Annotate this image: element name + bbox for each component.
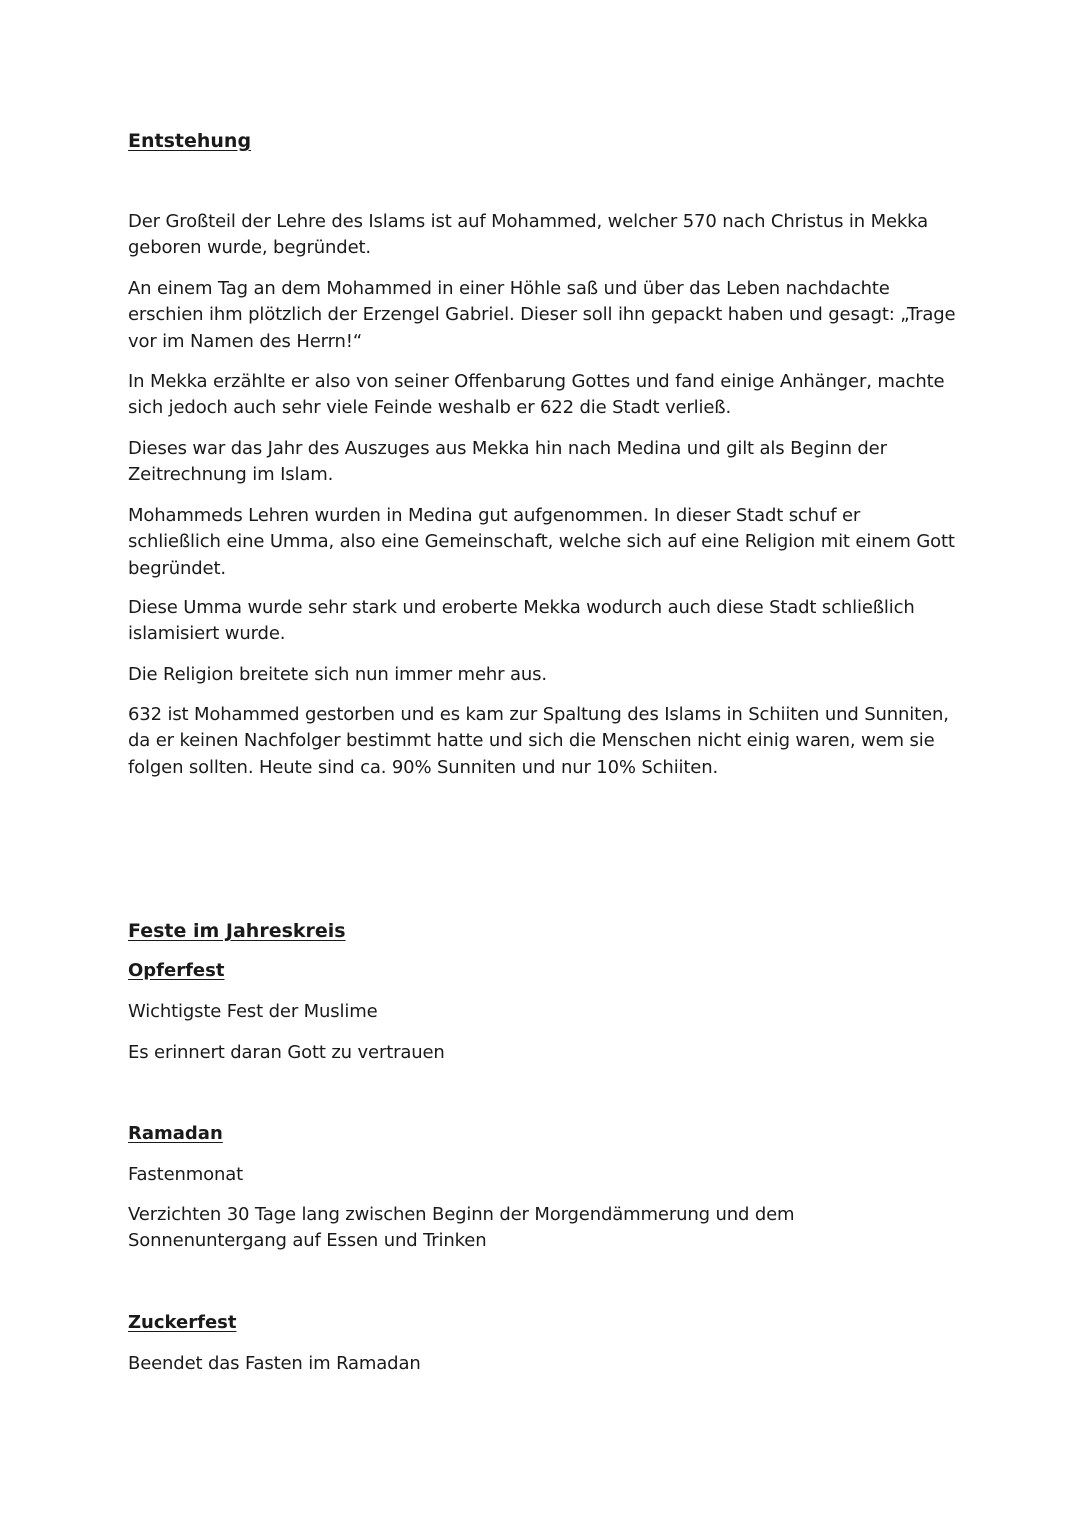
paragraph-2: An einem Tag an dem Mohammed in einer Höhle saß und über das Leben nachdachte erschien ihm plötzlich der Erzengel Gabriel. Dieser soll ihn gepackt haben und gesagt: „Trage vor im Namen des Herrn!“ [128, 278, 956, 352]
festival-title-ramadan: Ramadan [128, 1123, 223, 1144]
festival-line: Fastenmonat [128, 1164, 244, 1185]
festival-line: Wichtigste Fest der Muslime [128, 1001, 378, 1022]
paragraph-4: Dieses war das Jahr des Auszuges aus Mekka hin nach Medina und gilt als Beginn der Zeitrechnung im Islam. [128, 438, 887, 486]
paragraph-3: In Mekka erzählte er also von seiner Offenbarung Gottes und fand einige Anhänger, machte sich jedoch auch sehr viele Feinde weshalb er 622 die Stadt verließ. [128, 371, 945, 419]
paragraph-1: Der Großteil der Lehre des Islams ist auf Mohammed, welcher 570 nach Christus in Mekka geboren wurde, begründet. [128, 211, 928, 259]
festival-title-opferfest: Opferfest [128, 960, 225, 981]
section-heading-feste: Feste im Jahreskreis [128, 920, 346, 942]
paragraph-5: Mohammeds Lehren wurden in Medina gut aufgenommen. In dieser Stadt schuf er schließlich eine Umma, also eine Gemeinschaft, welche sich auf eine Religion mit einem Gott begründet. [128, 505, 955, 579]
paragraph-7: Die Religion breitete sich nun immer mehr aus. [128, 664, 547, 685]
festival-title-zuckerfest: Zuckerfest [128, 1312, 237, 1333]
paragraph-6: Diese Umma wurde sehr stark und eroberte Mekka wodurch auch diese Stadt schließlich islamisiert wurde. [128, 597, 915, 645]
festival-line: Es erinnert daran Gott zu vertrauen [128, 1042, 445, 1063]
festival-line: Verzichten 30 Tage lang zwischen Beginn der Morgendämmerung und dem Sonnenuntergang auf Essen und Trinken [128, 1204, 795, 1252]
section-heading-entstehung: Entstehung [128, 130, 252, 152]
festival-line: Beendet das Fasten im Ramadan [128, 1353, 421, 1374]
paragraph-8: 632 ist Mohammed gestorben und es kam zur Spaltung des Islams in Schiiten und Sunniten, da er keinen Nachfolger bestimmt hatte und sich die Menschen nicht einig waren, wem sie folgen sollten. Heute sind ca. 90% Sunniten und nur 10% Schiiten. [128, 704, 949, 778]
